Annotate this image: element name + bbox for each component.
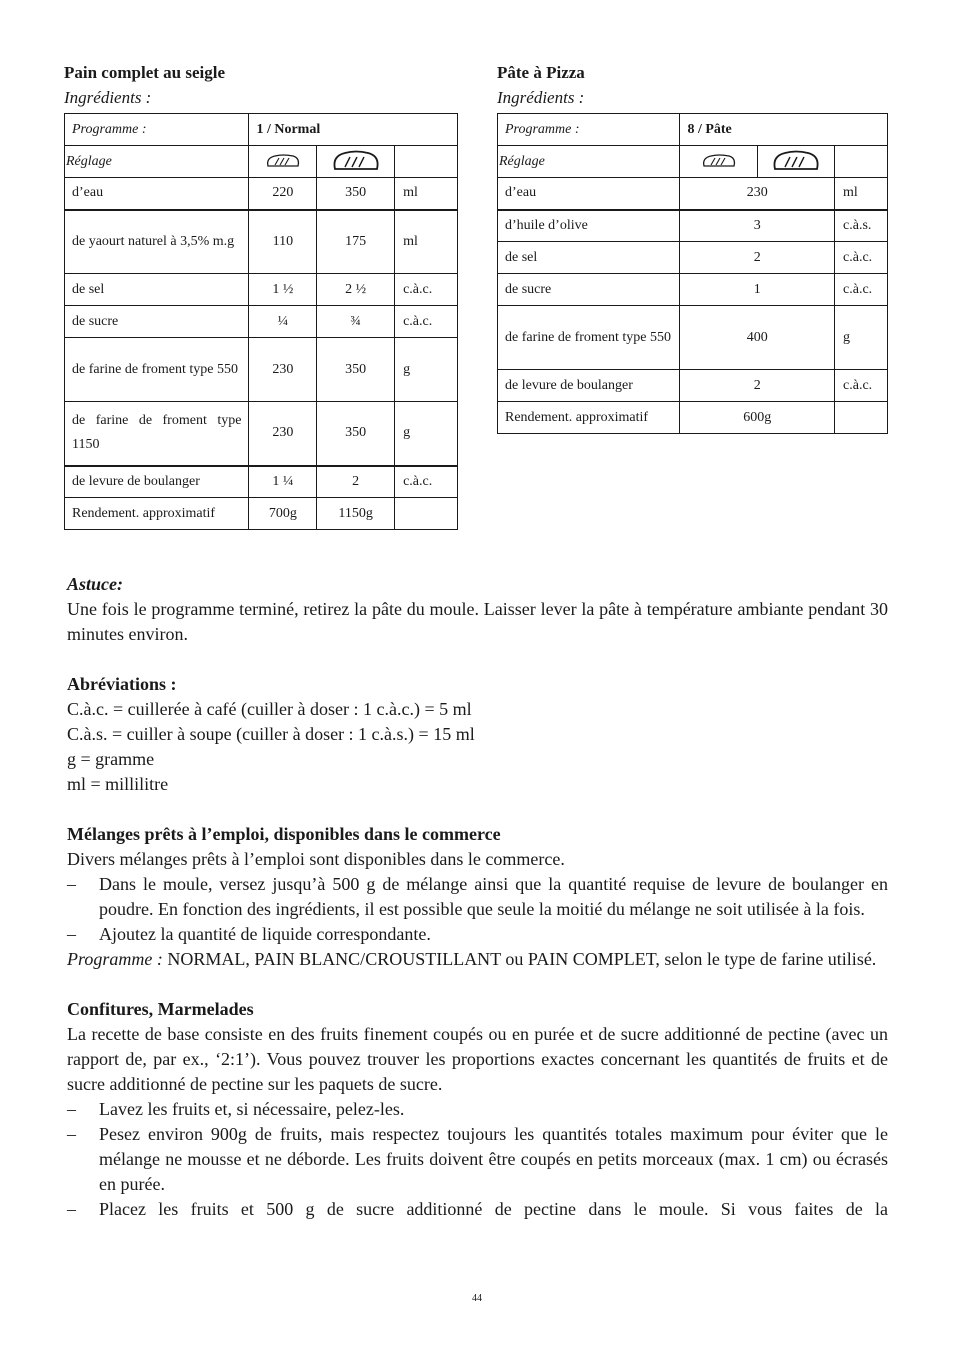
yield-label: Rendement. approximatif [498,402,680,434]
unit: ml [835,178,888,210]
empty-cell [395,146,458,178]
list-item [67,1122,888,1197]
programme-label: Programme : [498,114,680,146]
yield-value: 600g [680,402,835,434]
empty-cell [835,146,888,178]
reglage-label: Réglage [498,146,680,178]
unit: c.à.c. [835,370,888,402]
small-loaf-icon [680,146,758,178]
large-loaf-icon [317,146,395,178]
unit: c.à.c. [835,274,888,306]
recipe2-table [497,113,888,434]
melanges-programme [67,947,888,972]
yield-large: 1150g [317,498,395,530]
programme-value: 8 / Pâte [680,114,888,146]
abbreviation-line: C.à.s. = cuiller à soupe (cuiller à doser : 1 c.à.s.) = 15 ml [67,724,475,744]
programme-label: Programme : [65,114,249,146]
confitures-intro: La recette de base consiste en des fruits finement coupés ou en purée et de sucre additionné de pectine (avec un rapport de, par ex., ‘2:1’). Vous pouvez trouver les proportions exactes concernant les quantités de fruits et de sucre additionné de pectine sur les paquets de sucre. [67,1024,888,1094]
ingredient-name: d’eau [498,178,680,210]
abbreviations-heading: Abréviations : [67,674,177,694]
list-item [67,1197,888,1222]
qty: 400 [680,306,835,370]
dash: – [67,1099,76,1119]
melanges-intro: Divers mélanges prêts à l’emploi sont disponibles dans le commerce. [67,849,565,869]
list-item [67,1097,888,1122]
unit: c.à.c. [835,242,888,274]
list-item-text: Pesez environ 900g de fruits, mais respectez toujours les quantités totales maximum pour éviter que le mélange ne mousse et ne déborde. Les fruits doivent être coupés en petits morceaux (max. 1 cm) ou écrasés en purée. [99,1124,888,1194]
abbreviation-line: g = gramme [67,749,155,769]
ingredient-name: de levure de boulanger [498,370,680,402]
dash: – [67,1124,76,1144]
unit: ml [395,178,458,210]
qty-large: ¾ [317,306,395,338]
dash: – [67,874,76,894]
yield-label: Rendement. approximatif [65,498,249,530]
unit: g [395,338,458,402]
list-item-text: Ajoutez la quantité de liquide correspondante. [99,924,431,944]
ingredient-name: de sel [65,274,249,306]
qty-small: 110 [249,210,317,274]
programme-label: Programme : [67,949,163,969]
qty-small: 1 ¼ [249,466,317,498]
page-number: 44 [472,1293,482,1304]
qty: 230 [680,178,835,210]
qty-large: 350 [317,402,395,466]
recipe2-subtitle: Ingrédients : [497,88,585,107]
qty-large: 2 ½ [317,274,395,306]
small-loaf-icon [249,146,317,178]
ingredient-name: de farine de froment type 1150 [65,402,249,466]
list-item-text: Placez les fruits et 500 g de sucre additionné de pectine dans le moule. Si vous faites de la [99,1199,888,1219]
qty-small: 220 [249,178,317,210]
recipe1-subtitle: Ingrédients : [64,88,152,107]
dash: – [67,1199,76,1219]
ingredient-name: de yaourt naturel à 3,5% m.g [65,210,249,274]
ingredient-name: d’eau [65,178,249,210]
recipe2-title: Pâte à Pizza [497,63,585,82]
recipe1-table [64,113,458,530]
list-item-text: Dans le moule, versez jusqu’à 500 g de mélange ainsi que la quantité requise de levure de boulanger en poudre. En fonction des ingrédients, il est possible que seule la moitié du mélange ne soit utilisée à la fois. [99,874,888,919]
list-item [67,922,888,947]
astuce-body: Une fois le programme terminé, retirez la pâte du moule. Laisser lever la pâte à température ambiante pendant 30 minutes environ. [67,599,888,644]
ingredient-name: de sucre [65,306,249,338]
qty-large: 2 [317,466,395,498]
qty-large: 175 [317,210,395,274]
unit: c.à.c. [395,306,458,338]
reglage-label: Réglage [65,146,249,178]
ingredient-name: de farine de froment type 550 [498,306,680,370]
unit: g [395,402,458,466]
qty-small: 1 ½ [249,274,317,306]
programme-text: NORMAL, PAIN BLANC/CROUSTILLANT ou PAIN COMPLET, selon le type de farine utilisé. [162,949,877,969]
programme-value: 1 / Normal [249,114,458,146]
unit: c.à.c. [395,274,458,306]
ingredient-name: de levure de boulanger [65,466,249,498]
qty-large: 350 [317,338,395,402]
qty-small: 230 [249,402,317,466]
body-text [67,572,888,1222]
unit: c.à.s. [835,210,888,242]
qty-small: ¼ [249,306,317,338]
list-item [67,872,888,922]
abbreviation-line: ml = millilitre [67,774,169,794]
yield-small: 700g [249,498,317,530]
qty-large: 350 [317,178,395,210]
ingredient-name: d’huile d’olive [498,210,680,242]
dash: – [67,924,76,944]
large-loaf-icon [758,146,835,178]
qty-small: 230 [249,338,317,402]
melanges-heading: Mélanges prêts à l’emploi, disponibles dans le commerce [67,824,501,844]
list-item-text: Lavez les fruits et, si nécessaire, pelez-les. [99,1099,405,1119]
abbreviation-line: C.à.c. = cuillerée à café (cuiller à doser : 1 c.à.c.) = 5 ml [67,699,472,719]
unit [835,402,888,434]
ingredient-name: de sucre [498,274,680,306]
unit: g [835,306,888,370]
qty: 3 [680,210,835,242]
unit: c.à.c. [395,466,458,498]
qty: 2 [680,242,835,274]
confitures-heading: Confitures, Marmelades [67,999,254,1019]
unit [395,498,458,530]
qty: 1 [680,274,835,306]
qty: 2 [680,370,835,402]
unit: ml [395,210,458,274]
recipe1-title: Pain complet au seigle [64,63,226,82]
astuce-heading: Astuce: [67,574,123,594]
ingredient-name: de farine de froment type 550 [65,338,249,402]
ingredient-name: de sel [498,242,680,274]
